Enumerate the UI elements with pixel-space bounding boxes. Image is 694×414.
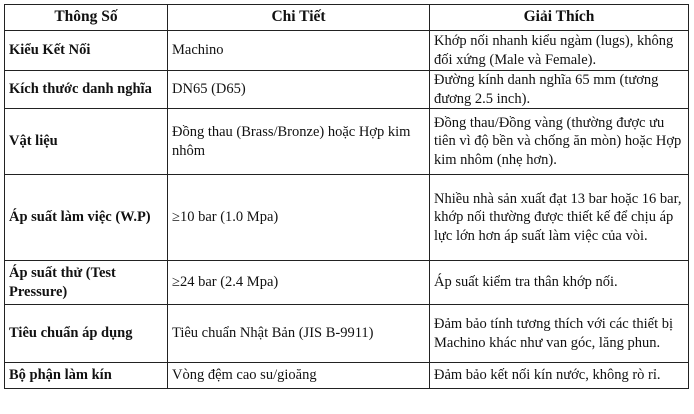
spec-table [4,4,689,389]
row-detail: Tiêu chuẩn Nhật Bản (JIS B-9911) [168,305,430,363]
header-parameter: Thông Số [5,5,168,31]
row-detail: DN65 (D65) [168,71,430,109]
row-parameter: Kích thước danh nghĩa [5,71,168,109]
table-row [5,305,689,363]
row-detail: Đồng thau (Brass/Bronze) hoặc Hợp kim nhôm [168,109,430,175]
row-explanation: Đường kính danh nghĩa 65 mm (tương đương 2.5 inch). [430,71,689,109]
table-row [5,71,689,109]
row-explanation: Nhiều nhà sản xuất đạt 13 bar hoặc 16 bar, khớp nối thường được thiết kế để chịu áp lực lớn hơn áp suất làm việc của vòi. [430,175,689,261]
table-row [5,363,689,389]
row-explanation: Khớp nối nhanh kiểu ngàm (lugs), không đối xứng (Male và Female). [430,31,689,71]
row-explanation: Đảm bảo kết nối kín nước, không rò rỉ. [430,363,689,389]
row-detail: ≥24 bar (2.4 Mpa) [168,261,430,305]
table-row [5,109,689,175]
row-parameter: Áp suất thử (Test Pressure) [5,261,168,305]
row-explanation: Đồng thau/Đồng vàng (thường được ưu tiên vì độ bền và chống ăn mòn) hoặc Hợp kim nhôm (nhẹ hơn). [430,109,689,175]
row-detail: Machino [168,31,430,71]
row-parameter: Kiểu Kết Nối [5,31,168,71]
row-parameter: Áp suất làm việc (W.P) [5,175,168,261]
table-row [5,175,689,261]
row-parameter: Tiêu chuẩn áp dụng [5,305,168,363]
row-parameter: Bộ phận làm kín [5,363,168,389]
table-row [5,31,689,71]
header-detail: Chi Tiết [168,5,430,31]
row-detail: Vòng đệm cao su/gioăng [168,363,430,389]
row-explanation: Đảm bảo tính tương thích với các thiết bị Machino khác như van góc, lăng phun. [430,305,689,363]
table-header-row [5,5,689,31]
row-detail: ≥10 bar (1.0 Mpa) [168,175,430,261]
header-explanation: Giải Thích [430,5,689,31]
row-explanation: Áp suất kiểm tra thân khớp nối. [430,261,689,305]
row-parameter: Vật liệu [5,109,168,175]
table-row [5,261,689,305]
